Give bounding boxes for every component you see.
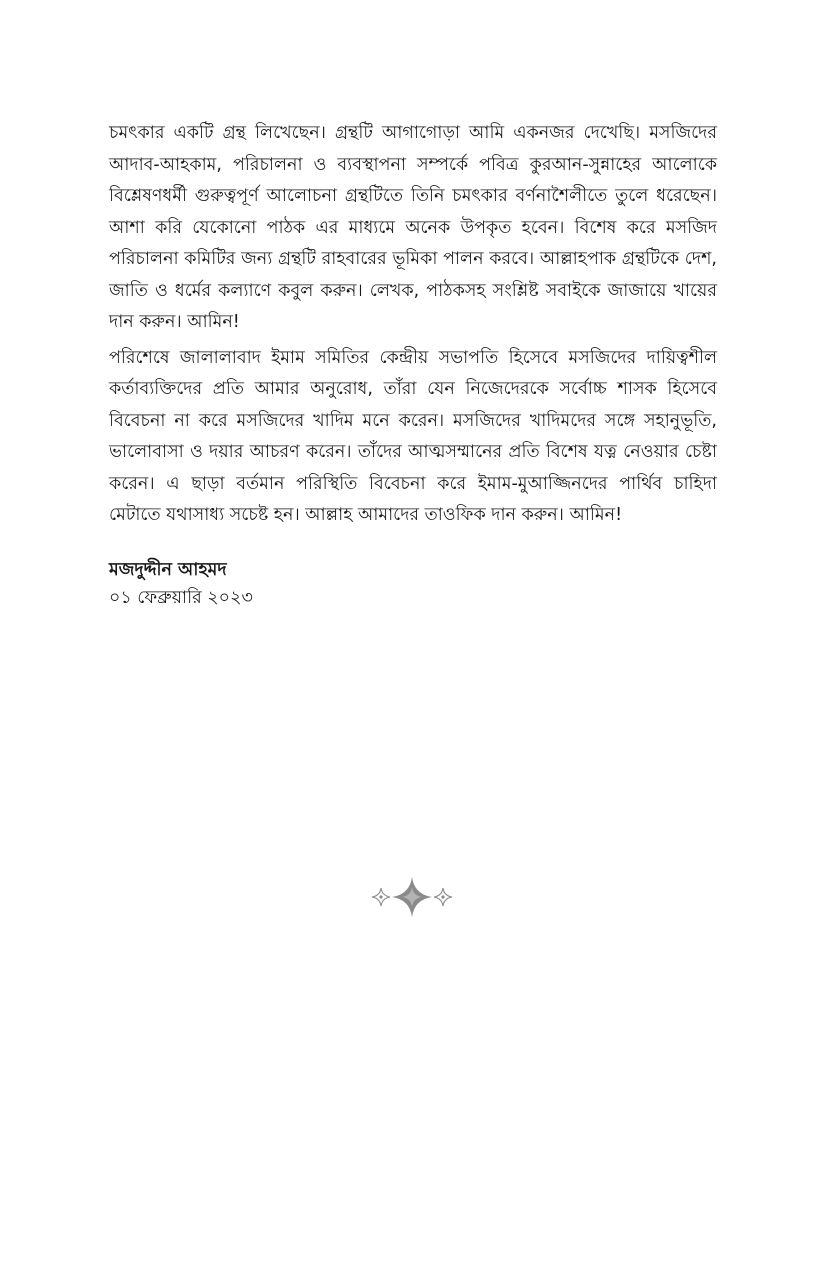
sparkle-ornament-icon (368, 875, 456, 919)
author-name: মজদুদ্দীন আহমদ (109, 559, 227, 580)
page-content (109, 118, 717, 612)
signature-date: ০১ ফেব্রুয়ারি ২০২৩ (109, 587, 253, 608)
body-paragraph-2: পরিশেষে জালালাবাদ ইমাম সমিতির কেন্দ্রীয় সভাপতি হিসেবে মসজিদের দায়িত্বশীল কর্তাব্যক্তিদের প্রতি আমার অনুরোধ, তাঁরা যেন নিজেদেরকে সর্বোচ্চ শাসক হিসেবে বিবেচনা না করে মসজিদের খাদিম মনে করেন। মসজিদের খাদিমদের সঙ্গে সহানুভূতি, ভালোবাসা ও দয়ার আচরণ করেন। তাঁদের আত্মসম্মানের প্রতি বিশেষ যত্ন নেওয়ার চেষ্টা করেন। এ ছাড়া বর্তমান পরিস্থিতি বিবেচনা করে ইমাম-মুআজ্জিনদের পার্থিব চাহিদা মেটাতে যথাসাধ্য সচেষ্ট হন। আল্লাহ আমাদের তাওফিক দান করুন। আমিন! (109, 347, 717, 525)
signature-block (109, 556, 717, 612)
body-paragraph-1: চমৎকার একটি গ্রন্থ লিখেছেন। গ্রন্থটি আগাগোড়া আমি একনজর দেখেছি। মসজিদের আদাব-আহকাম, পরিচালনা ও ব্যবস্থাপনা সম্পর্কে পবিত্র কুরআন-সুন্নাহের আলোকে বিশ্লেষণধর্মী গুরুত্বপূর্ণ আলোচনা গ্রন্থটিতে তিনি চমৎকার বর্ণনাশৈলীতে তুলে ধরেছেন। আশা করি যেকোনো পাঠক এর মাধ্যমে অনেক উপকৃত হবেন। বিশেষ করে মসজিদ পরিচালনা কমিটির জন্য গ্রন্থটি রাহবারের ভূমিকা পালন করবে। আল্লাহপাক গ্রন্থটিকে দেশ, জাতি ও ধর্মের কল্যাণে কবুল করুন। লেখক, পাঠকসহ সংশ্লিষ্ট সবাইকে জাজায়ে খায়ের দান করুন। আমিন! (109, 123, 717, 332)
